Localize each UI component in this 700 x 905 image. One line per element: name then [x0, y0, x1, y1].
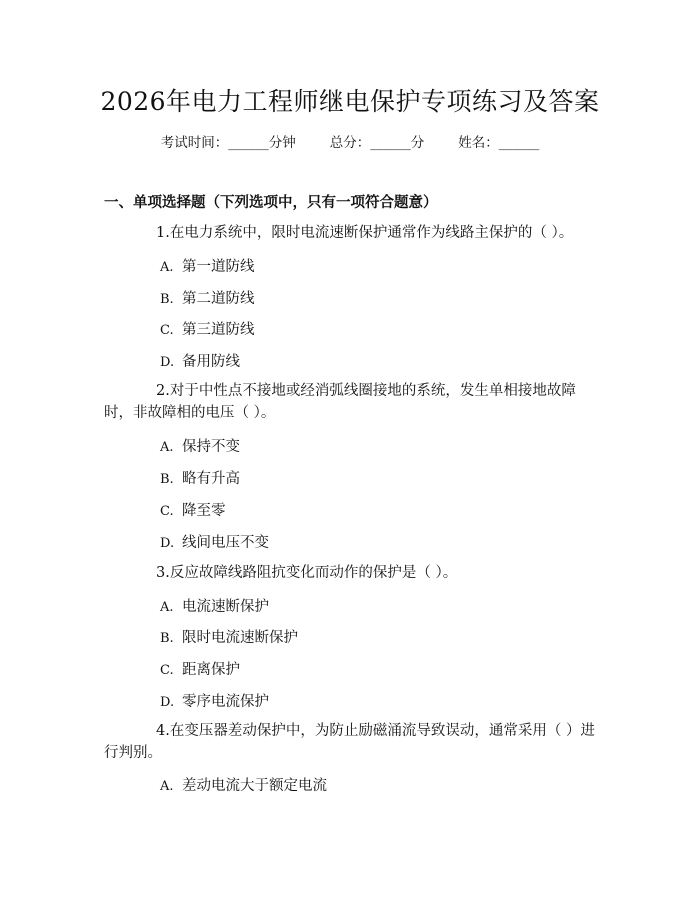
score-unit: 分	[410, 135, 425, 151]
exam-time	[161, 131, 296, 151]
question-number: 2.	[156, 383, 170, 399]
question-2-option-c	[160, 499, 226, 520]
option-letter: B.	[160, 472, 174, 487]
question-3-option-a	[160, 595, 269, 616]
question-4-option-a	[160, 774, 327, 795]
option-text: 第三道防线	[182, 322, 255, 338]
question-number: 4.	[156, 723, 170, 739]
option-letter: B.	[160, 292, 174, 307]
question-1-option-d	[160, 350, 240, 371]
exam-meta	[0, 131, 700, 151]
question-2-option-a	[160, 435, 240, 456]
option-text: 电流速断保护	[182, 599, 269, 615]
question-2	[104, 380, 602, 424]
option-letter: A.	[160, 440, 174, 455]
question-2-option-d	[160, 531, 269, 552]
question-3-option-d	[160, 690, 269, 711]
question-text: 反应故障线路阻抗变化而动作的保护是（ ）。	[169, 565, 458, 581]
option-letter: B.	[160, 631, 174, 646]
score-blank: ______	[370, 135, 411, 151]
option-text: 第一道防线	[182, 259, 255, 275]
option-text: 距离保护	[182, 662, 240, 678]
question-1-option-b	[160, 287, 255, 308]
name-label: 姓名：	[458, 135, 499, 151]
name-blank: ______	[498, 135, 540, 151]
score-label: 总分：	[329, 135, 371, 151]
question-1-option-c	[160, 318, 255, 339]
option-text: 差动电流大于额定电流	[182, 778, 327, 794]
question-text: 对于中性点不接地或经消弧线圈接地的系统，发生单相接地故障时，非故障相的电压（ ）。	[104, 383, 576, 421]
time-label: 考试时间：	[160, 135, 229, 151]
option-text: 备用防线	[182, 354, 240, 370]
option-text: 降至零	[182, 503, 226, 519]
total-score	[330, 131, 425, 151]
option-text: 限时电流速断保护	[182, 630, 298, 646]
question-text: 在电力系统中，限时电流速断保护通常作为线路主保护的（ ）。	[169, 225, 574, 241]
option-letter: C.	[160, 663, 174, 678]
option-letter: C.	[160, 323, 174, 338]
option-text: 保持不变	[182, 439, 240, 455]
option-letter: D.	[160, 355, 175, 370]
section-heading: 一、单项选择题（下列选项中，只有一项符合题意）	[104, 194, 438, 211]
question-3-option-c	[160, 658, 240, 679]
time-unit: 分钟	[268, 135, 296, 151]
document-title: 2026年电力工程师继电保护专项练习及答案	[100, 87, 600, 116]
question-1-option-a	[160, 255, 255, 276]
question-number: 3.	[156, 565, 170, 581]
option-text: 略有升高	[182, 471, 240, 487]
option-letter: A.	[160, 600, 174, 615]
question-4	[104, 720, 602, 764]
question-1	[104, 222, 602, 244]
question-3-option-b	[160, 626, 298, 647]
option-letter: A.	[160, 260, 174, 275]
question-3	[104, 562, 602, 584]
question-number: 1.	[156, 225, 170, 241]
question-2-option-b	[160, 467, 240, 488]
option-letter: C.	[160, 504, 174, 519]
option-text: 零序电流保护	[182, 694, 269, 710]
option-letter: D.	[160, 695, 175, 710]
question-text: 在变压器差动保护中，为防止励磁涌流导致误动，通常采用（ ）进行判别。	[104, 723, 595, 761]
time-blank: ______	[228, 135, 269, 151]
student-name	[458, 131, 539, 151]
option-letter: D.	[160, 536, 175, 551]
option-text: 第二道防线	[182, 291, 255, 307]
option-letter: A.	[160, 779, 174, 794]
option-text: 线间电压不变	[182, 535, 269, 551]
